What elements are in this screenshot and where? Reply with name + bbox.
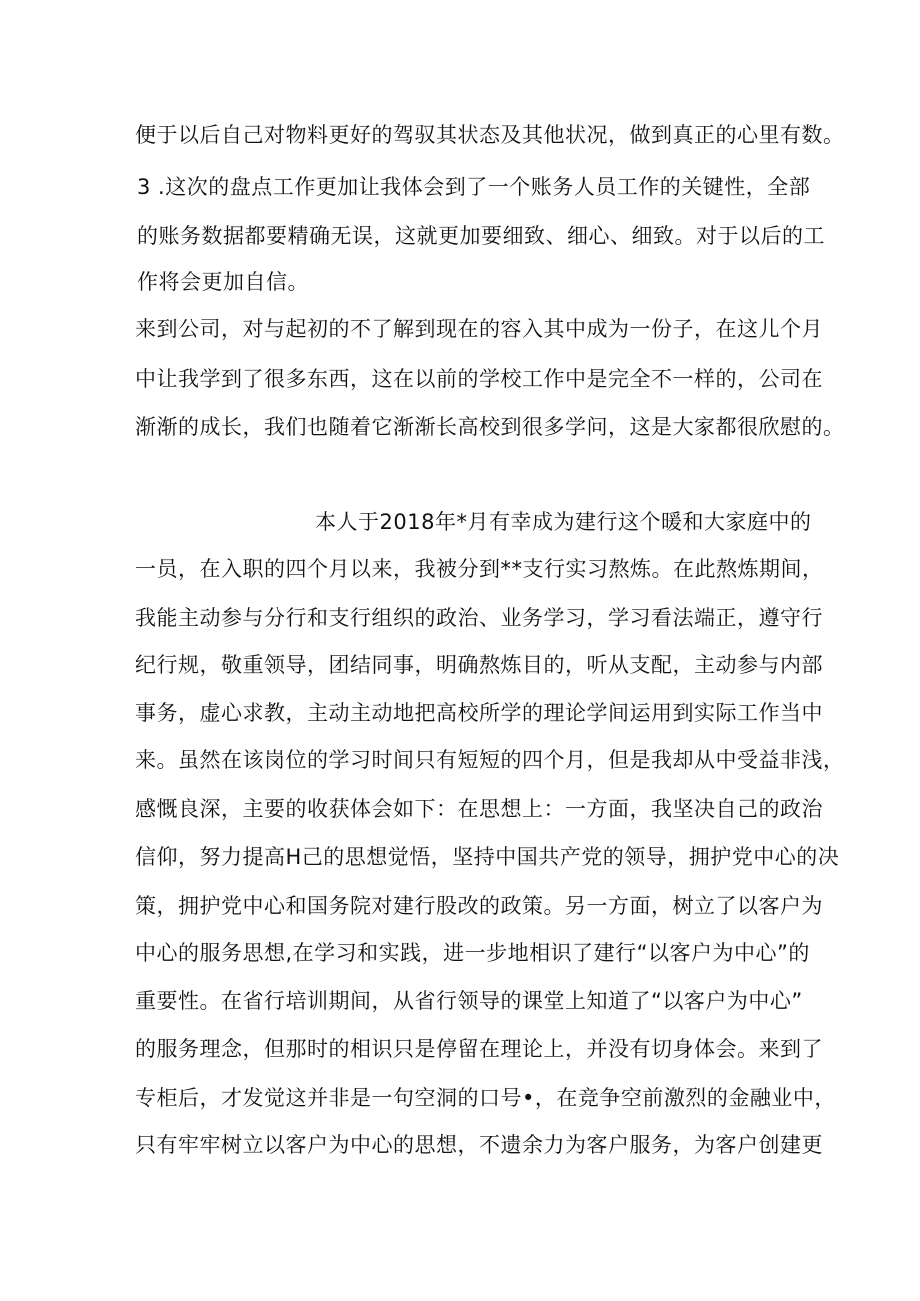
text-line: 渐渐的成长，我们也随着它渐渐长高校到很多学问，这是大家都很欣慰的。 bbox=[135, 415, 845, 439]
text-line: 来。虽然在该岗位的学习时间只有短短的四个月，但是我却从中受益非浅， bbox=[135, 748, 845, 772]
text-line: 事务，虚心求教，主动主动地把高校所学的理论学间运用到实际工作当中 bbox=[135, 701, 823, 725]
text-line: 纪行规，敬重领导，团结同事，明确熬炼目的，听从支配，主动参与内部 bbox=[135, 653, 823, 677]
text-line: 中心的服务思想,在学习和实践，进一步地相识了建行“以客户为中心”的 bbox=[135, 941, 810, 965]
text-line: 来到公司，对与起初的不了解到现在的容入其中成为一份子，在这儿个月 bbox=[135, 317, 823, 341]
text-line: 本人于2018年*月有幸成为建行这个暖和大家庭中的 bbox=[315, 510, 812, 534]
text-line: 只有牢牢树立以客户为中心的思想，不遗余力为客户服务，为客户创建更 bbox=[135, 1133, 823, 1157]
text-line: 的账务数据都要精确无误，这就更加要细致、细心、细致。对于以后的工 bbox=[137, 224, 825, 248]
text-line: 便于以后自己对物料更好的驾驭其状态及其他状况，做到真正的心里有数。 bbox=[135, 123, 845, 147]
text-line: 策，拥护党中心和国务院对建行股改的政策。另一方面，树立了以客户为 bbox=[135, 894, 823, 918]
text-line: 专柜后，才发觉这并非是一句空洞的口号•，在竞争空前激烈的金融业中， bbox=[135, 1086, 836, 1110]
text-line: 3 .这次的盘点工作更加让我体会到了一个账务人员工作的关键性，全部 bbox=[137, 175, 811, 199]
text-line: 重要性。在省行培训期间，从省行领导的课堂上知道了“以客户为中心” bbox=[135, 989, 803, 1013]
text-line: 作将会更加自信。 bbox=[137, 270, 309, 294]
text-line: 一员，在入职的四个月以来，我被分到**支行实习熬炼。在此熬炼期间， bbox=[135, 557, 824, 581]
text-line: 感慨良深，主要的收获体会如下：在思想上：一方面，我坚决自己的政治 bbox=[135, 797, 823, 821]
text-line: 我能主动参与分行和支行组织的政治、业务学习，学习看法端正，遵守行 bbox=[135, 606, 823, 630]
text-line: 信仰，努力提高H己的思想觉悟，坚持中国共产党的领导，拥护党中心的决 bbox=[135, 845, 840, 869]
text-line: 的服务理念，但那时的相识只是停留在理论上，并没有切身体会。来到了 bbox=[135, 1037, 823, 1061]
text-line: 中让我学到了很多东西，这在以前的学校工作中是完全不一样的，公司在 bbox=[135, 367, 823, 391]
